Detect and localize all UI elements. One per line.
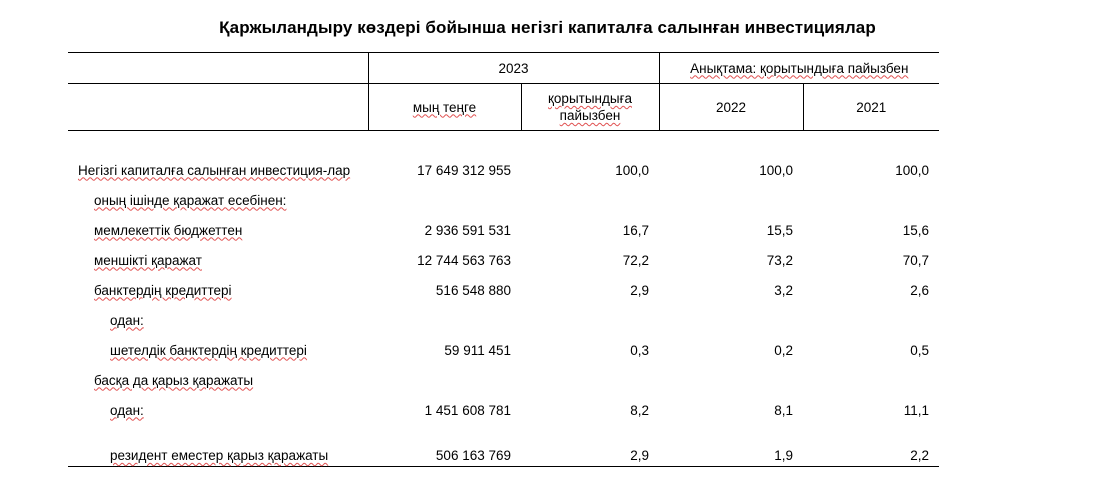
- header-thousand-tenge: мың теңге: [368, 84, 521, 131]
- percent-2022: 0,2: [774, 342, 794, 358]
- row-label: Негізгі капиталға салынған инвестиция-лар: [78, 162, 351, 178]
- row-label: басқа да қарыз қаражаты: [94, 372, 254, 388]
- percent-2022: 100,0: [759, 162, 794, 178]
- percent-2021: 2,6: [910, 282, 930, 298]
- row-label: банктердің кредиттері: [94, 282, 232, 298]
- row-label: одан:: [110, 402, 144, 418]
- percent-2021: [803, 301, 939, 331]
- percent-2022: 8,1: [774, 402, 794, 418]
- percent-2021: 100,0: [895, 162, 930, 178]
- percent-2021: [803, 361, 939, 391]
- value-2023: [368, 301, 521, 331]
- percent-2023: [521, 181, 659, 211]
- percent-2023: 2,9: [521, 421, 659, 467]
- row-label: меншікті қаражат: [94, 252, 202, 268]
- percent-2023: [521, 301, 659, 331]
- table-row: [68, 241, 939, 271]
- table-row: [68, 301, 939, 331]
- table-body: [68, 131, 939, 467]
- header-year-2023: 2023: [368, 53, 659, 84]
- percent-2022: [659, 301, 803, 331]
- row-label: резидент еместер қарыз қаражаты: [68, 421, 368, 467]
- value-2023: 17 649 312 955: [417, 162, 511, 178]
- percent-2023: 16,7: [622, 222, 650, 238]
- table-row: [68, 211, 939, 241]
- percent-2021: 15,6: [902, 222, 930, 238]
- percent-2023: 0,3: [630, 342, 650, 358]
- percent-2021: 2,2: [803, 421, 939, 467]
- percent-2022: 1,9: [659, 421, 803, 467]
- table-header: [68, 53, 939, 131]
- header-empty-2: [68, 84, 368, 131]
- percent-2021: 0,5: [910, 342, 930, 358]
- table-row: [68, 361, 939, 391]
- header-reference: Анықтама: қорытындыға пайызбен: [659, 53, 939, 84]
- header-percent: қорытындыға пайызбен: [521, 84, 659, 131]
- percent-2023: 100,0: [615, 162, 650, 178]
- table-row: [68, 391, 939, 421]
- header-year-2022: 2022: [659, 84, 803, 131]
- percent-2023: [521, 361, 659, 391]
- table-row: [68, 421, 939, 467]
- percent-2023: 8,2: [630, 402, 650, 418]
- table-row: [68, 271, 939, 301]
- investment-table: [68, 52, 939, 467]
- percent-2021: 11,1: [903, 402, 930, 418]
- percent-2023: 72,2: [622, 252, 650, 268]
- row-label: шетелдік банктердің кредиттері: [110, 342, 307, 358]
- percent-2021: 70,7: [902, 252, 930, 268]
- table-row: [68, 181, 939, 211]
- value-2023: 2 936 591 531: [424, 222, 511, 238]
- table-title: Қаржыландыру көздері бойынша негізгі капиталға салынған инвестициялар: [219, 18, 876, 37]
- percent-2021: [803, 181, 939, 211]
- value-2023: 59 911 451: [444, 342, 511, 358]
- header-empty: [68, 53, 368, 84]
- table-row: [68, 131, 939, 181]
- percent-2022: [659, 181, 803, 211]
- row-label: одан:: [110, 312, 144, 328]
- percent-2023: 2,9: [630, 282, 650, 298]
- percent-2022: 3,2: [774, 282, 794, 298]
- percent-2022: 73,2: [766, 252, 794, 268]
- header-year-2021: 2021: [803, 84, 939, 131]
- value-2023: 516 548 880: [435, 282, 511, 298]
- value-2023: [368, 361, 521, 391]
- value-2023: 1 451 608 781: [424, 402, 511, 418]
- percent-2022: [659, 361, 803, 391]
- percent-2022: 15,5: [766, 222, 794, 238]
- value-2023: 12 744 563 763: [417, 252, 511, 268]
- row-label: оның ішінде қаражат есебінен:: [94, 192, 287, 208]
- value-2023: [368, 181, 521, 211]
- value-2023: 506 163 769: [368, 421, 521, 467]
- row-label: мемлекеттік бюджеттен: [94, 222, 243, 238]
- table-row: [68, 331, 939, 361]
